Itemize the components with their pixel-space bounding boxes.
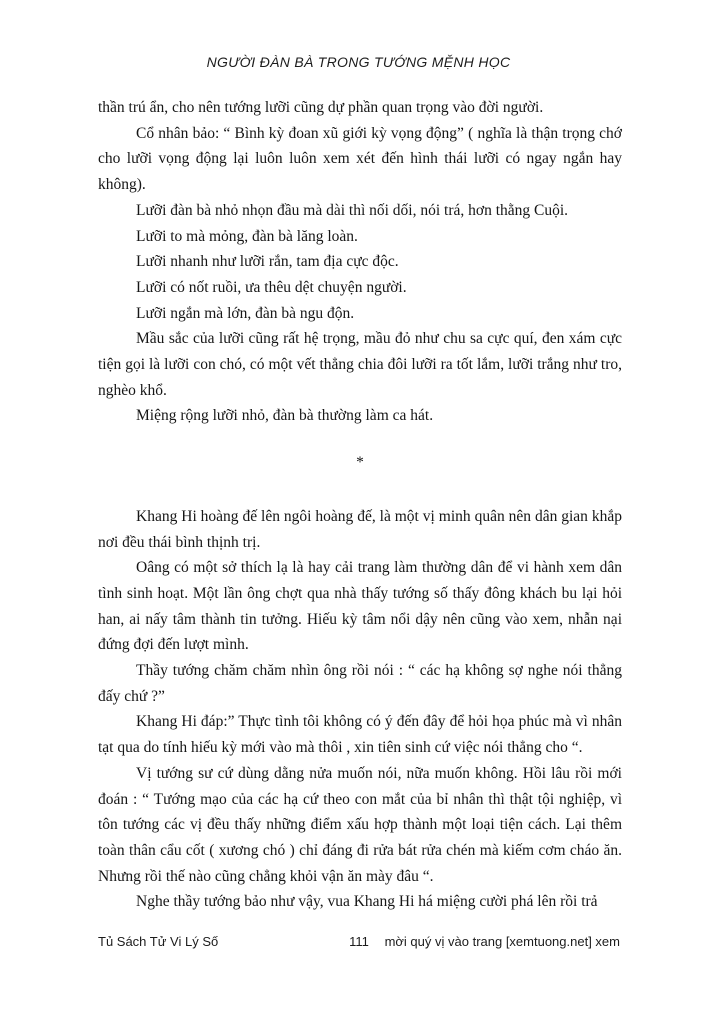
page-body bbox=[98, 95, 622, 915]
body-paragraph: Lưỡi có nốt ruồi, ưa thêu dệt chuyện người. bbox=[136, 278, 407, 296]
body-paragraph: Thầy tướng chăm chăm nhìn ông rồi nói : “ các hạ không sợ nghe nói thẳng đấy chứ ?” bbox=[98, 662, 622, 705]
footer-site-note: mời quý vị vào trang [xemtuong.net] xem bbox=[384, 934, 620, 949]
body-paragraph: Vị tướng sư cứ dùng dằng nửa muốn nói, nữa muốn không. Hồi lâu rồi mới đoán : “ Tướng mạo của các hạ cứ theo con mắt của bỉ nhân thì thật tội nghiệp, vì tôn tướng các vị đều thấy những điểm xấu hợp thành một loại tiện cách. Lại thêm toàn thân cẩu cốt ( xương chó ) chỉ đáng đi rửa bát rửa chén mà kiếm cơm cháo ăn. Nhưng rồi thế nào cũng chẳng khỏi vận ăn mày đâu “. bbox=[98, 764, 622, 885]
section-separator: * bbox=[356, 454, 364, 472]
body-paragraph: Oâng có một sở thích lạ là hay cải trang làm thường dân để vi hành xem dân tình sinh hoạt. Một lần ông chợt qua nhà thấy tướng số thấy đông khách bu lại hỏi han, ai nấy tâm thành tin tưởng. Hiếu kỳ tâm nổi dậy nên cũng vào xem, nhẫn nại đứng đợi đến lượt mình. bbox=[98, 559, 622, 654]
body-paragraph: Lưỡi to mà mỏng, đàn bà lăng loàn. bbox=[136, 227, 358, 245]
body-paragraph: Cổ nhân bảo: “ Bình kỳ đoan xũ giới kỳ vọng động” ( nghĩa là thận trọng chớ cho lưỡi vọng động lại luôn luôn xem xét đến hình thái lưỡi có ngay ngắn hay không). bbox=[98, 124, 622, 194]
body-paragraph: Lưỡi nhanh như lưỡi rắn, tam địa cực độc. bbox=[136, 253, 399, 271]
body-paragraph: Miệng rộng lưỡi nhỏ, đàn bà thường làm ca hát. bbox=[136, 407, 434, 425]
body-paragraph: Mầu sắc của lưỡi cũng rất hệ trọng, mầu đỏ như chu sa cực quí, đen xám cực tiện gọi là lưỡi con chó, có một vết thẳng chia đôi lưỡi ra tốt lắm, lưỡi trắng như tro, nghèo khổ. bbox=[98, 330, 622, 399]
page-number: 111 bbox=[349, 934, 369, 949]
page-header-title: NGƯỜI ĐÀN BÀ TRONG TƯỚNG MỆNH HỌC bbox=[206, 54, 511, 70]
footer-series-title: Tủ Sách Tử Vi Lý Số bbox=[98, 934, 219, 949]
body-paragraph: Khang Hi hoàng đế lên ngôi hoàng đế, là một vị minh quân nên dân gian khắp nơi đều thái bình thịnh trị. bbox=[98, 507, 622, 551]
body-paragraph: thần trú ẩn, cho nên tướng lưỡi cũng dự phần quan trọng vào đời người. bbox=[98, 99, 544, 116]
body-paragraph: Khang Hi đáp:” Thực tình tôi không có ý đến đây để hỏi họa phúc mà vì nhân tạt qua do tính hiếu kỳ mới vào mà thôi , xin tiên sinh cứ việc nói thẳng cho “. bbox=[98, 713, 622, 757]
body-paragraph: Lưỡi ngắn mà lớn, đàn bà ngu độn. bbox=[136, 304, 355, 322]
body-paragraph: Lưỡi đàn bà nhỏ nhọn đầu mà dài thì nối dối, nói trá, hơn thằng Cuội. bbox=[136, 201, 569, 219]
body-paragraph: Nghe thầy tướng bảo như vậy, vua Khang Hi há miệng cười phá lên rồi trả bbox=[136, 893, 598, 911]
